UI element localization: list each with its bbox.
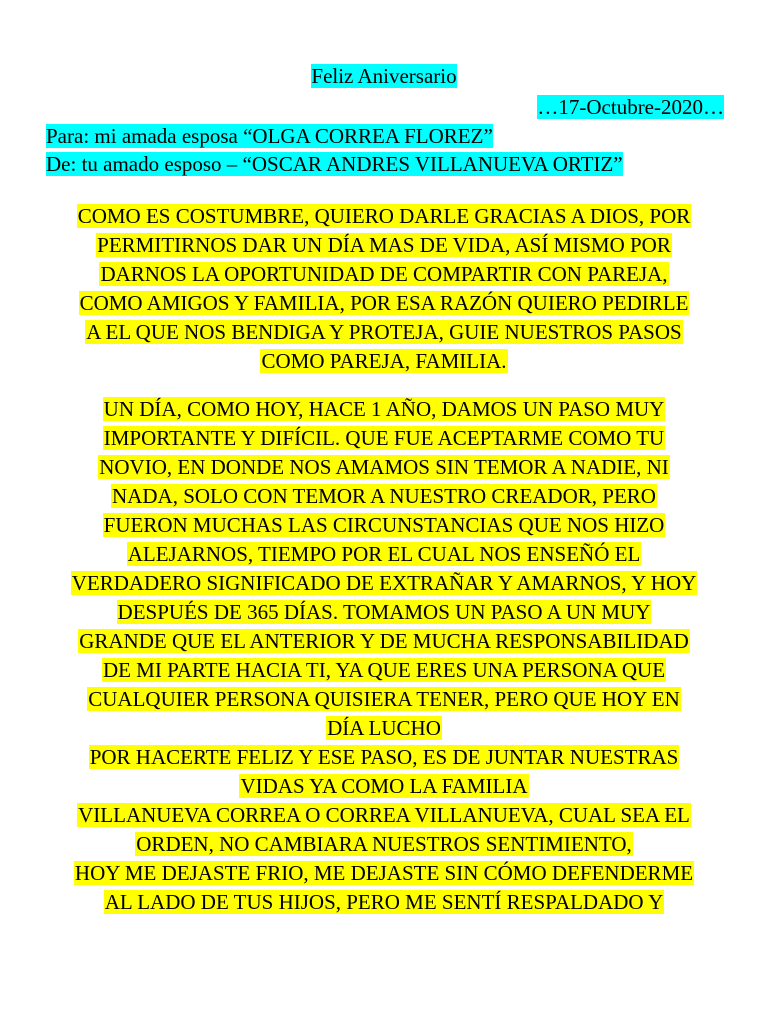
- text-line: HOY ME DEJASTE FRIO, ME DEJASTE SIN CÓMO DEFENDERME: [74, 861, 694, 885]
- sender-line: De: tu amado esposo – “OSCAR ANDRES VILLANUEVA ORTIZ”: [46, 152, 623, 176]
- text-line: COMO PAREJA, FAMILIA.: [261, 349, 507, 373]
- text-line: VILLANUEVA CORREA O CORREA VILLANUEVA, CUAL SEA EL: [78, 803, 690, 827]
- text-line: NADA, SOLO CON TEMOR A NUESTRO CREADOR, PERO: [112, 484, 656, 508]
- text-line: CUALQUIER PERSONA QUISIERA TENER, PERO QUE HOY EN: [88, 687, 680, 711]
- letter-date: …17-Octubre-2020…: [537, 95, 724, 119]
- text-line: ORDEN, NO CAMBIARA NUESTROS SENTIMIENTO,: [136, 832, 632, 856]
- paragraph-anniversary: [40, 395, 728, 917]
- text-line: DESPUÉS DE 365 DÍAS. TOMAMOS UN PASO A UN MUY: [117, 600, 651, 624]
- text-line: ALEJARNOS, TIEMPO POR EL CUAL NOS ENSEÑÓ EL: [127, 542, 641, 566]
- recipient-line: Para: mi amada esposa “OLGA CORREA FLOREZ”: [46, 124, 493, 148]
- text-line: AL LADO DE TUS HIJOS, PERO ME SENTÍ RESPALDADO Y: [104, 890, 664, 914]
- text-line: GRANDE QUE EL ANTERIOR Y DE MUCHA RESPONSABILIDAD: [79, 629, 689, 653]
- text-line: DÍA LUCHO: [327, 716, 441, 740]
- text-line: PERMITIRNOS DAR UN DÍA MAS DE VIDA, ASÍ MISMO POR: [97, 233, 671, 257]
- letter-title-text: Feliz Aniversario: [311, 64, 457, 88]
- text-line: POR HACERTE FELIZ Y ESE PASO, ES DE JUNTAR NUESTRAS: [89, 745, 679, 769]
- text-line: VERDADERO SIGNIFICADO DE EXTRAÑAR Y AMARNOS, Y HOY: [71, 571, 697, 595]
- text-line: FUERON MUCHAS LAS CIRCUNSTANCIAS QUE NOS HIZO: [103, 513, 665, 537]
- text-line: IMPORTANTE Y DIFÍCIL. QUE FUE ACEPTARME COMO TU: [103, 426, 665, 450]
- text-line: NOVIO, EN DONDE NOS AMAMOS SIN TEMOR A NADIE, NI: [99, 455, 669, 479]
- text-line: COMO ES COSTUMBRE, QUIERO DARLE GRACIAS A DIOS, POR: [77, 204, 691, 228]
- text-line: VIDAS YA COMO LA FAMILIA: [240, 774, 528, 798]
- text-line: DARNOS LA OPORTUNIDAD DE COMPARTIR CON PAREJA,: [100, 262, 668, 286]
- letter-title: [0, 64, 768, 88]
- text-line: A EL QUE NOS BENDIGA Y PROTEJA, GUIE NUESTROS PASOS: [86, 320, 682, 344]
- text-line: COMO AMIGOS Y FAMILIA, POR ESA RAZÓN QUIERO PEDIRLE: [79, 291, 689, 315]
- text-line: UN DÍA, COMO HOY, HACE 1 AÑO, DAMOS UN PASO MUY: [103, 397, 665, 421]
- text-line: DE MI PARTE HACIA TI, YA QUE ERES UNA PERSONA QUE: [102, 658, 666, 682]
- paragraph-gratitude: [40, 202, 728, 376]
